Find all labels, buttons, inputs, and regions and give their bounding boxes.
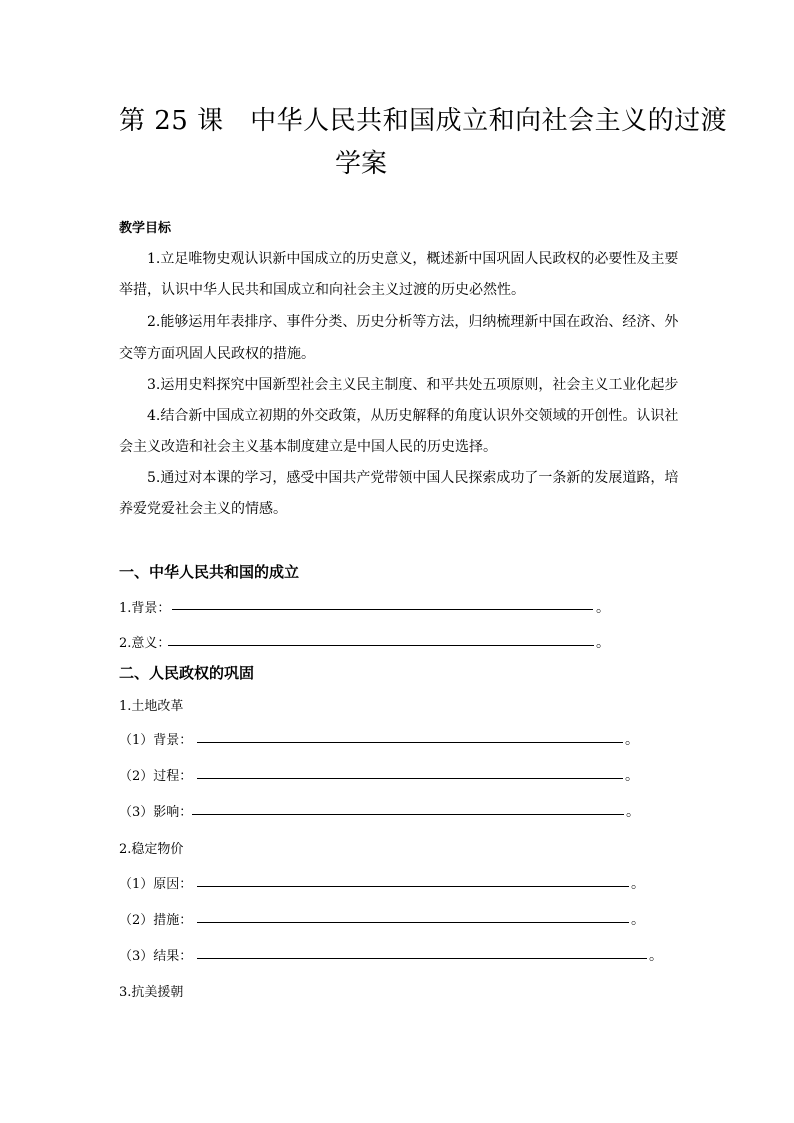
field-label: 1.背景： xyxy=(119,601,171,616)
fill-in-line[interactable] xyxy=(197,742,623,743)
objective-3-line1: 3.运用史料探究中国新型社会主义民主制度、和平共处五项原则，社会主义工业化起步 xyxy=(147,377,679,393)
field-end: 。 xyxy=(596,600,610,616)
field-end: 。 xyxy=(625,732,639,748)
field-end: 。 xyxy=(625,768,639,784)
fill-in-line[interactable] xyxy=(168,645,594,646)
field-end: 。 xyxy=(631,912,645,928)
fill-in-line[interactable] xyxy=(172,609,593,610)
objective-2-line1: 2.能够运用年表排序、事件分类、历史分析等方法，归纳梳理新中国在政治、经济、外 xyxy=(147,314,679,330)
objective-1-line2: 举措，认识中华人民共和国成立和向社会主义过渡的历史必然性。 xyxy=(119,282,525,298)
objective-2-line2: 交等方面巩固人民政权的措施。 xyxy=(119,346,315,362)
objective-5-line1: 5.通过对本课的学习，感受中国共产党带领中国人民探索成功了一条新的发展道路，培 xyxy=(147,470,679,486)
field-label: （2）过程： xyxy=(119,769,193,784)
field-label: （2）措施： xyxy=(119,913,193,928)
field-end: 。 xyxy=(626,804,640,820)
subsection-heading: 2.稳定物价 xyxy=(119,842,184,857)
objective-1-line1: 1.立足唯物史观认识新中国成立的历史意义，概述新中国巩固人民政权的必要性及主要 xyxy=(147,251,679,267)
fill-in-line[interactable] xyxy=(197,958,647,959)
field-end: 。 xyxy=(649,948,663,964)
objectives-heading: 教学目标 xyxy=(119,221,172,236)
objective-4-line1: 4.结合新中国成立初期的外交政策，从历史解释的角度认识外交领域的开创性。认识社 xyxy=(147,408,679,424)
section1-heading: 一、中华人民共和国的成立 xyxy=(119,563,300,581)
subsection-heading: 1.土地改革 xyxy=(119,699,184,714)
fill-in-line[interactable] xyxy=(197,922,629,923)
page-subtitle: 学案 xyxy=(335,149,388,179)
field-label: （1）背景： xyxy=(119,733,193,748)
fill-in-line[interactable] xyxy=(197,778,623,779)
field-label: 2.意义： xyxy=(119,636,171,651)
field-label: （3）结果： xyxy=(119,949,193,964)
field-label: （1）原因： xyxy=(119,877,193,892)
field-label: （3）影响： xyxy=(119,805,193,820)
subsection-heading: 3.抗美援朝 xyxy=(119,985,184,1000)
objective-5-line2: 养爱党爱社会主义的情感。 xyxy=(119,501,287,517)
page-title: 第 25 课 中华人民共和国成立和向社会主义的过渡 xyxy=(119,106,728,136)
objective-4-line2: 会主义改造和社会主义基本制度建立是中国人民的历史选择。 xyxy=(119,439,497,455)
section2-heading: 二、人民政权的巩固 xyxy=(119,664,255,682)
field-end: 。 xyxy=(596,635,610,651)
field-end: 。 xyxy=(631,876,645,892)
fill-in-line[interactable] xyxy=(192,814,624,815)
fill-in-line[interactable] xyxy=(197,886,629,887)
